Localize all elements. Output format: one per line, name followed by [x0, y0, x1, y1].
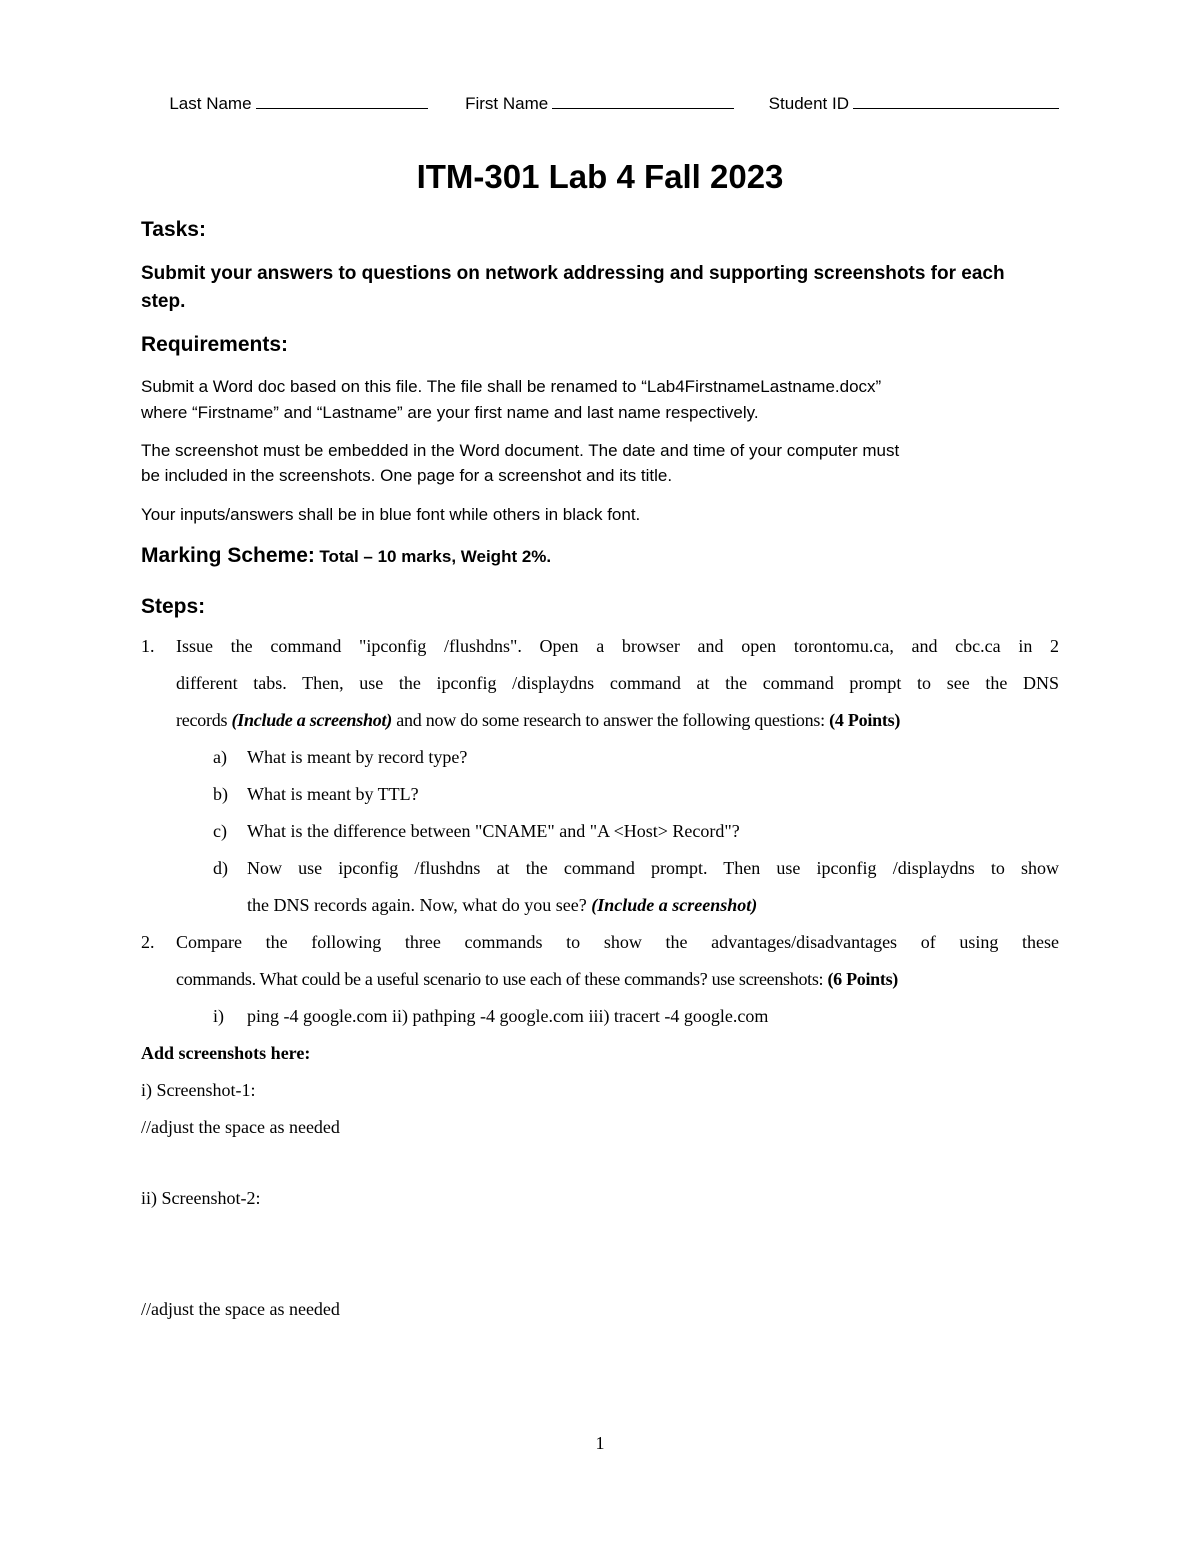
screenshot-2-note: //adjust the space as needed [141, 1299, 340, 1319]
screenshots-heading-row [141, 1035, 1059, 1072]
screenshot-1-note-row [141, 1109, 1059, 1146]
screenshot-1-label: i) Screenshot-1: [141, 1080, 256, 1100]
student-id-blank[interactable] [853, 92, 1059, 109]
requirements-p2-line-1: The screenshot must be embedded in the Word document. The date and time of your computer must [141, 441, 900, 460]
screenshot-1-note: //adjust the space as needed [141, 1117, 340, 1137]
step-1-line-3 [141, 702, 1059, 739]
requirements-p3: Your inputs/answers shall be in blue font while others in black font. [141, 505, 641, 524]
question-a-text: What is meant by record type? [247, 747, 468, 767]
screenshots-heading: Add screenshots here: [141, 1043, 311, 1063]
include-screenshot-note-2: (Include a screenshot) [591, 895, 758, 915]
screenshot-2-label: ii) Screenshot-2: [141, 1188, 261, 1208]
include-screenshot-note-1: (Include a screenshot) [231, 710, 392, 730]
first-name-blank[interactable] [552, 92, 734, 109]
step-1-text-3 [176, 702, 1059, 739]
question-a-label: a) [213, 747, 227, 767]
student-info-header [141, 72, 1059, 134]
steps-list [141, 628, 1059, 1146]
last-name-blank[interactable] [256, 92, 428, 109]
steps-heading: Steps: [141, 595, 206, 618]
tasks-line-2: step. [141, 291, 186, 312]
step-1-text-3a: records [176, 710, 232, 730]
step-1-line-1 [141, 628, 1059, 665]
question-d-line-1 [141, 850, 1059, 887]
last-name-field[interactable] [141, 72, 437, 134]
question-d-line-2 [141, 887, 1059, 924]
first-name-field[interactable] [437, 72, 741, 134]
question-b-label: b) [213, 784, 228, 804]
marking-scheme [141, 544, 551, 568]
step-2-number: 2. [141, 932, 155, 952]
question-c-text: What is the difference between "CNAME" and "A <Host> Record"? [247, 821, 740, 841]
question-c-label: c) [213, 821, 227, 841]
requirements-p1-line-2: where “Firstname” and “Lastname” are your first name and last name respectively. [141, 403, 759, 422]
question-d-text-1: Now use ipconfig /flushdns at the command prompt. Then use ipconfig /displaydns to show [247, 858, 1059, 878]
step-1-points: (4 Points) [829, 710, 901, 730]
document-title: ITM-301 Lab 4 Fall 2023 [416, 158, 784, 195]
last-name-label: Last Name [169, 94, 252, 113]
step-1-text-1: Issue the command "ipconfig /flushdns". Open a browser and open torontomu.ca, and cbc.ca in 2 [176, 636, 1059, 656]
step-2-commands-text: ping -4 google.com ii) pathping -4 google.com iii) tracert -4 google.com [247, 1006, 769, 1026]
step-2-line-1 [141, 924, 1059, 961]
question-a [141, 739, 1059, 776]
page-number: 1 [595, 1433, 605, 1453]
first-name-label: First Name [465, 94, 549, 113]
step-2-commands [141, 998, 1059, 1035]
requirements-p1-line-1: Submit a Word doc based on this file. The file shall be renamed to “Lab4FirstnameLastname.docx” [141, 377, 882, 396]
step-2-commands-label: i) [213, 1006, 224, 1026]
question-b-text: What is meant by TTL? [247, 784, 419, 804]
step-1-number: 1. [141, 636, 155, 656]
question-d-text-2 [247, 887, 1059, 924]
tasks-heading: Tasks: [141, 218, 206, 241]
step-1-text-2: different tabs. Then, use the ipconfig /displaydns command at the command prompt to see the DNS [176, 673, 1059, 693]
question-c [141, 813, 1059, 850]
marking-detail: Total – 10 marks, Weight 2%. [319, 547, 552, 566]
step-1-text-3c: and now do some research to answer the following questions: [391, 710, 830, 730]
question-d-label: d) [213, 858, 228, 878]
screenshot-1-row [141, 1072, 1059, 1109]
student-id-label: Student ID [768, 94, 849, 113]
step-1-line-2 [141, 665, 1059, 702]
question-b [141, 776, 1059, 813]
student-id-field[interactable] [740, 72, 1059, 134]
requirements-heading: Requirements: [141, 333, 289, 356]
marking-heading: Marking Scheme: [141, 544, 315, 567]
step-2-text-2a: commands. What could be a useful scenario to use each of these commands? use screenshots: [176, 969, 828, 989]
requirements-p2-line-2: be included in the screenshots. One page for a screenshot and its title. [141, 466, 673, 485]
step-2-points: (6 Points) [827, 969, 898, 989]
step-2-text-1: Compare the following three commands to show the advantages/disadvantages of using these [176, 932, 1059, 952]
question-d-text-2a: the DNS records again. Now, what do you see? [247, 895, 592, 915]
step-2-text-2 [176, 961, 1059, 998]
tasks-line-1: Submit your answers to questions on network addressing and supporting screenshots for each [141, 263, 1005, 284]
step-2-line-2 [141, 961, 1059, 998]
